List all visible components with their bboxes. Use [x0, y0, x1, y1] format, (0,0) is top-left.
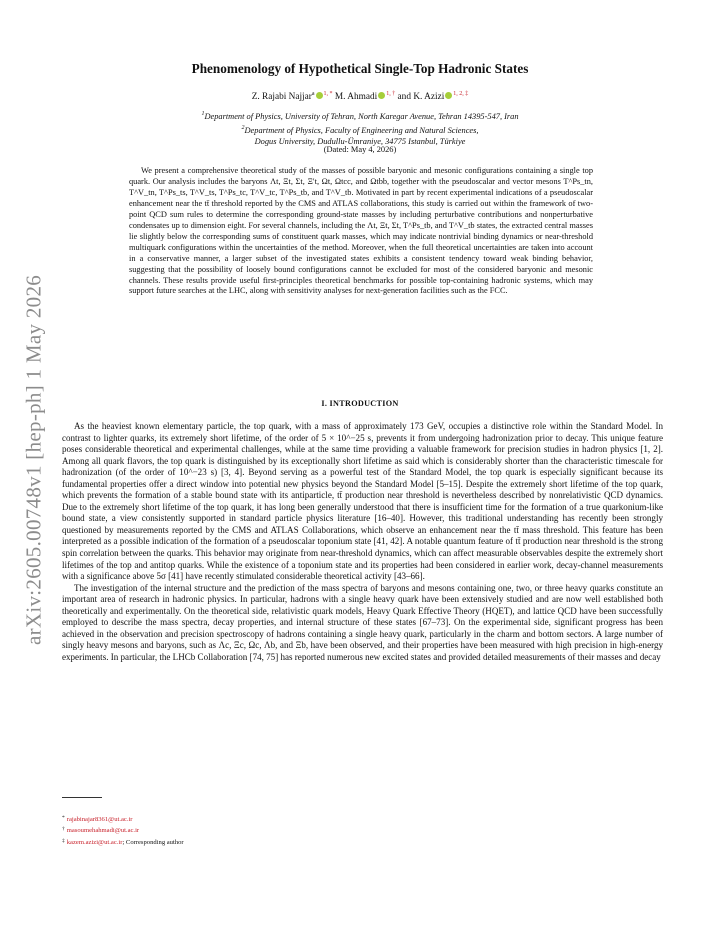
- affil-ref: 1, *: [323, 91, 333, 97]
- affiliations: $^1$Department of Physics, University of Tehran, North Karegar Avenue, Tehran 14395-547, Iran $^2$Department of Physics, Faculty of Engineering and Natural Sciences, Dogus University, Dudullu-Ümraniye, 34775 Istanbul, Türkiye: [201, 111, 519, 147]
- affiliation-2: Department of Physics, Faculty of Engineering and Natural Sciences,: [244, 125, 479, 135]
- affil-ref: 1, †: [386, 91, 396, 97]
- paragraph: As the heaviest known elementary particle, the top quark, with a mass of approximately 173 GeV, occupies a distinctive role within the Standard Model. In contrast to lighter quarks, its extremely short lifetime, of the order of 5 × 10^−25 s, prevents it from undergoing hadronization prior to decay. This unique feature poses considerable theoretical and experimental challenges, while at the same time providing a valuable framework for precision studies in hadron physics [1, 2]. Among all quark flavors, the top quark is distinguished by its exceptionally short lifetime as said which is considerably shorter than the characteristic timescale for hadronization (of the order of 10^−23 s) [3, 4]. Beyond serving as a powerful test of the Standard Model, the top quark is especially significant because its fundamental properties offer a direct window into potential new physics beyond the Standard Model [5–15]. Despite the extremely short lifetime of the top quark, which prevents the formation of a stable bound state with its antiparticle, tt̄ production near threshold is nevertheless described by nonrelativistic QCD dynamics. Due to the extremely short lifetime of the top quark, it has long been generally understood that there is insufficient time for the formation of a true quarkonium-like bound state, a view consistently supported in standard particle physics literature [16–40]. However, this traditional understanding has recently been strongly questioned by measurements reported by the CMS and ATLAS Collaborations, which observe an enhancement near the tt̄ mass threshold. This feature has been interpreted as a possible indication of the formation of a pseudoscalar toponium state [41, 42]. A notable quantum feature of tt̄ production near threshold is the strong spin correlation between the quarks. This behavior may originate from near-threshold dynamics, which can affect measurable observables despite the extremely short lifetimes of the top and antitop quarks. While the existence of a toponium state and its properties had been considered in earlier work, decay-channel measurements with a significance above 5σ [41] have recently stimulated considerable theoretical activity [43–66].: [62, 421, 663, 582]
- email-link[interactable]: masoumehahmadi@ut.ac.ir: [66, 827, 140, 834]
- abstract: We present a comprehensive theoretical study of the masses of possible baryonic and mesonic configurations containing a single top quark. Our analysis includes the baryons Λt, Ξt, Σt, Ξ′t, Ωt, Ωtcc, and Ωtbb, together with the pseudoscalar and vector mesons T^Ps_tn, T^V_tn, T^Ps_ts, T^V_ts, T^Ps_tc, T^V_tc, T^Ps_tb, and T^V_tb. Motivated in part by recent experimental indications of a pseudoscalar enhancement near the tt̄ threshold reported by the CMS and ATLAS collaborations, this study is carried out within the framework of two-point QCD sum rules to determine the corresponding ground-state masses by including perturbative contributions and nonperturbative condensates up to dimension eight. For several channels, including the Λt, Ξt, Σt, T^Ps_tb, and T^V_tb states, the extracted central masses lie slightly below the corresponding sums of constituent quark masses, which may indicate nontrivial binding dynamics or near-threshold multiquark configurations within the uncertainties of the method. Moreover, when the full theoretical uncertainties are taken into account in a conservative manner, a larger subset of the investigated states exhibits a consistent tendency toward weak binding behavior, suggesting that the possibility of loosely bound configurations cannot be excluded for most of the considered baryonic and mesonic channels. These results provide useful first-principles theoretical benchmarks for possible top-containing hadronic systems, which may support future searches at the LHC, along with sensitivity analyses for next-generation facilities such as the FCC.: [129, 166, 593, 296]
- orcid-icon[interactable]: [316, 92, 323, 99]
- arxiv-watermark: arXiv:2605.00748v1 [hep-ph] 1 May 2026: [21, 274, 46, 646]
- affiliation-2-cont: Dogus University, Dudullu-Ümraniye, 34775 Istanbul, Türkiye: [254, 137, 466, 147]
- paper-title: Phenomenology of Hypothetical Single-Top Hadronic States: [191, 61, 529, 76]
- orcid-icon[interactable]: [378, 92, 385, 99]
- footnote: † masoumehahmadi@ut.ac.ir: [62, 826, 140, 834]
- affiliation-1: Department of Physics, University of Tehran, North Karegar Avenue, Tehran 14395-547, Iran: [204, 111, 519, 121]
- author-list: Z. Rajabi Najjar$^a$ $^{1, *}$ M. Ahmadi $^{1, \dagger}$ and K. Azizi $^{1, 2, \ddagger}$: [251, 91, 469, 103]
- author-name: Z. Rajabi Najjar: [251, 92, 312, 103]
- affil-ref: 1, 2, ‡: [453, 91, 469, 97]
- footnote: ‡ kazem.azizi@ut.ac.ir; Corresponding author: [62, 838, 184, 846]
- orcid-icon[interactable]: [445, 92, 452, 99]
- author-name: K. Azizi: [413, 92, 445, 103]
- introduction-body: [62, 421, 663, 663]
- email-link[interactable]: kazem.azizi@ut.ac.ir: [66, 839, 123, 846]
- section-heading: I. INTRODUCTION: [321, 399, 399, 408]
- footnote: * rajabinajar8361@ut.ac.ir: [62, 815, 133, 823]
- footnote-rule: [62, 797, 102, 798]
- author-name: M. Ahmadi: [334, 92, 378, 103]
- date: (Dated: May 4, 2026): [323, 145, 397, 154]
- paragraph: The investigation of the internal structure and the prediction of the mass spectra of baryons and mesons containing one, two, or three heavy quarks constitute an important area of research in hadronic physics. In particular, hadrons with a single heavy quark have been extensively studied and are now well established both theoretically and experimentally. On the theoretical side, relativistic quark models, Heavy Quark Effective Theory (HQET), and lattice QCD have been successfully employed to describe the mass spectra, decay properties, and internal structure of these states [67–73]. On the experimental side, significant progress has been achieved in the observation and precision spectroscopy of hadrons containing a single heavy quark, particularly in the charm and bottom sectors. A large number of singly heavy mesons and baryons, such as Λc, Ξc, Ωc, Λb, and Ξb, have been observed, and their properties have been measured with high precision in high-energy experiments. In particular, the LHCb Collaboration [74, 75] has reported numerous new excited states and provided detailed measurements of their masses and decay: [62, 582, 663, 662]
- email-link[interactable]: rajabinajar8361@ut.ac.ir: [66, 816, 133, 823]
